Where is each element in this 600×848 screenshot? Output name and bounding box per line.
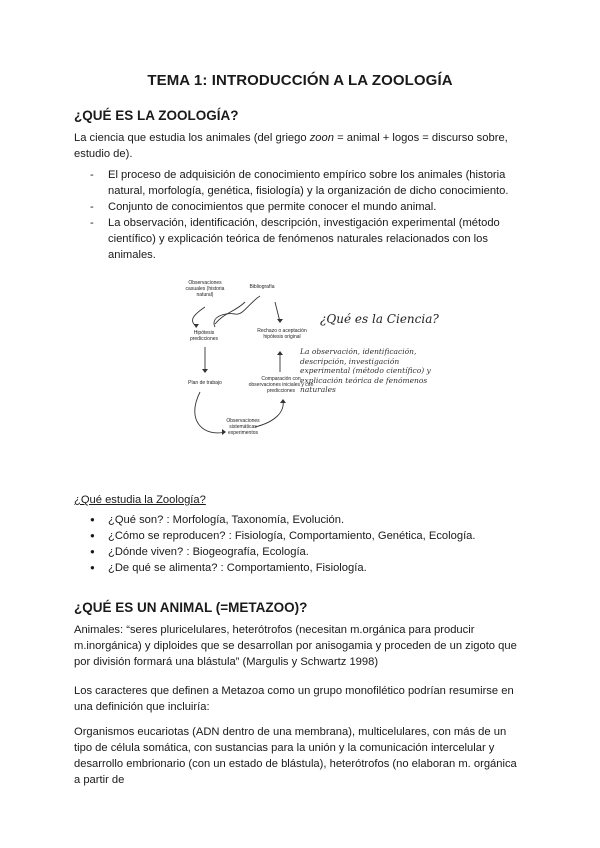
intro-paragraph	[74, 130, 524, 162]
handwritten-text: La observación, identificación, descripción, investigación experimental (método científico) y explicación teórica de fenómenos naturales	[300, 347, 431, 394]
node-plan: Plan de trabajo	[188, 380, 222, 386]
definition-list	[90, 167, 510, 263]
node-sistematicas: Observaciones sistemáticas experimentos	[226, 418, 260, 436]
list-item: - Conjunto de conocimientos que permite conocer el mundo animal.	[90, 199, 510, 215]
node-hipotesis: Hipótesis predicciones	[189, 330, 219, 342]
handwritten-title: ¿Qué es la Ciencia?	[320, 312, 439, 326]
list-item: ● ¿Cómo se reproducen? : Fisiología, Comportamiento, Genética, Ecología.	[90, 528, 510, 544]
zoologia-subheading: ¿Qué estudia la Zoología?	[74, 494, 206, 506]
metazoa-characters-paragraph: Organismos eucariotas (ADN dentro de una membrana), multicelulares, con más de un tipo de célula somática, con sustancias para la unión y la comunicación intercelular y desarrollo embrionario (con un estado de blástula), heterótrofos (no elaboran m. orgánica a partir de	[74, 726, 517, 786]
list-item: - La observación, identificación, descripción, investigación experimental (método científico) y explicación teórica de fenómenos naturales relacionados con los animales.	[90, 215, 510, 263]
list-item: ● ¿Qué son? : Morfología, Taxonomía, Evolución.	[90, 512, 510, 528]
intro-text-italic: zoon	[309, 132, 334, 144]
node-comparacion: Comparación con observaciones iniciales y con predicciones	[248, 376, 314, 394]
page-title: TEMA 1: INTRODUCCIÓN A LA ZOOLOGÍA	[147, 72, 453, 89]
list-item: - El proceso de adquisición de conocimiento empírico sobre los animales (historia natural, morfología, genética, fisiología) y la organización de dicho conocimiento.	[90, 167, 510, 199]
node-rechazo: Rechazo o aceptación hipótesis original	[257, 328, 307, 340]
list-item: ● ¿Dónde viven? : Biogeografía, Ecología.	[90, 544, 510, 560]
node-bibliografia: Bibliografía	[249, 284, 275, 290]
animal-definition: Animales: “seres pluricelulares, heterótrofos (necesitan m.orgánica para producir m.inorgánica) y diploides que se desarrollan por anisogamia y proceden de un zigoto que por división formará una blástula” (Margulis y Schwartz 1998)	[74, 624, 517, 668]
metazoa-paragraph: Los caracteres que definen a Metazoa como un grupo monofilético podrían resumirse en una definición que incluiría:	[74, 685, 514, 713]
zoologia-questions-list	[90, 512, 510, 576]
node-observaciones: Observaciones casuales (historia natural)	[185, 280, 225, 298]
intro-text-post: = animal + logos = discurso sobre, estudio de).	[74, 132, 508, 160]
arrow-curve-top	[214, 296, 260, 327]
science-method-figure	[165, 272, 445, 452]
intro-text-pre: La ciencia que estudia los animales (del griego	[74, 132, 310, 144]
section-heading-animal: ¿QUÉ ES UN ANIMAL (=METAZOO)?	[74, 600, 308, 615]
section-heading-zoologia: ¿QUÉ ES LA ZOOLOGÍA?	[74, 108, 239, 123]
list-item: ● ¿De qué se alimenta? : Comportamiento, Fisiología.	[90, 560, 510, 576]
